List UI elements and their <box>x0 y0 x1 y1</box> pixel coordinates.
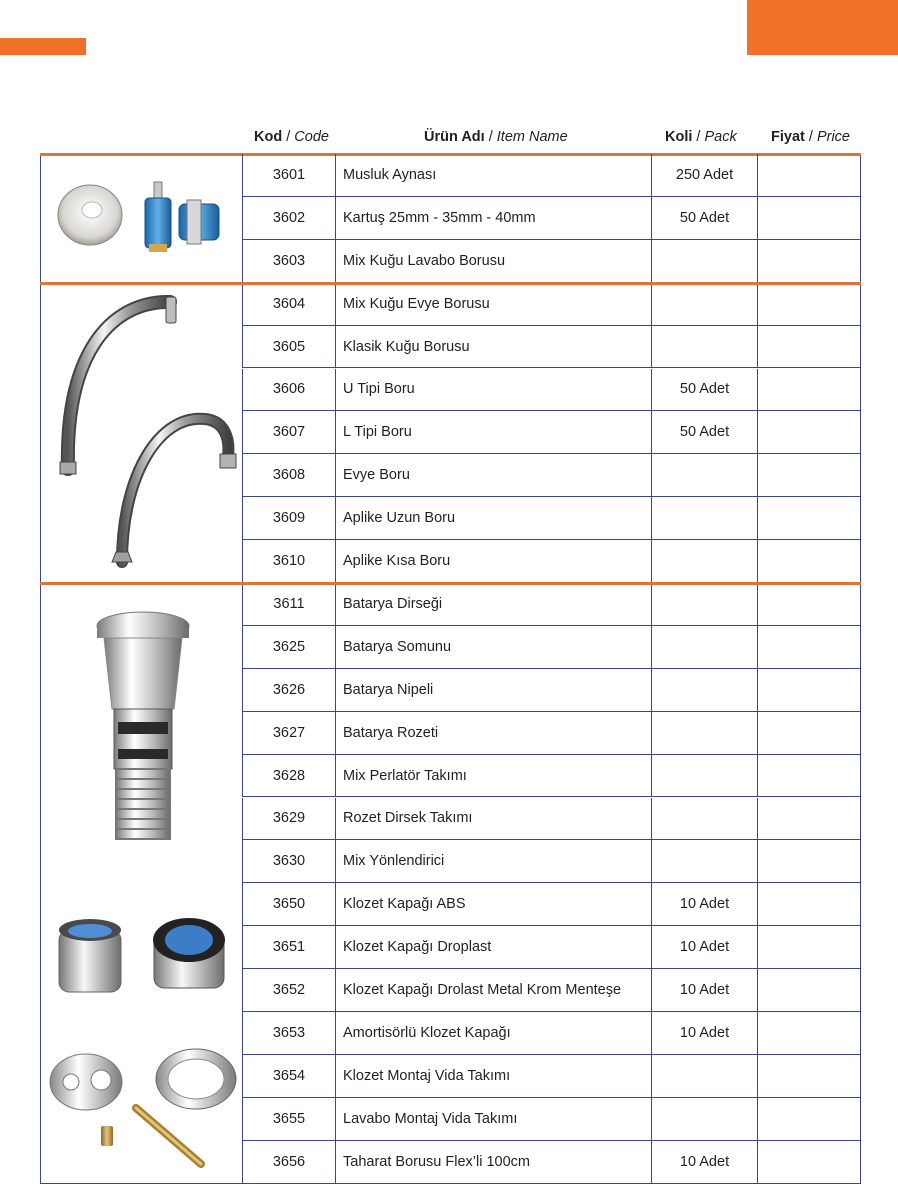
table-row <box>242 197 861 240</box>
item-pack <box>651 669 757 711</box>
header-item-name: Ürün Adı / Item Name <box>424 129 568 145</box>
item-name: Klozet Kapağı Drolast Metal Krom Menteşe <box>335 969 651 1011</box>
item-name: Batarya Rozeti <box>335 712 651 754</box>
item-code: 3610 <box>242 540 335 582</box>
item-pack <box>651 583 757 625</box>
table-row <box>242 1012 861 1055</box>
item-code: 3651 <box>242 926 335 968</box>
item-pack <box>651 283 757 325</box>
orange-corner-bar-left <box>0 38 86 55</box>
table-row <box>242 540 861 583</box>
table-row <box>242 969 861 1012</box>
item-code: 3650 <box>242 883 335 925</box>
item-name: L Tipi Boru <box>335 411 651 453</box>
item-pack: 50 Adet <box>651 411 757 453</box>
item-name: Klozet Montaj Vida Takımı <box>335 1055 651 1097</box>
item-code: 3602 <box>242 197 335 239</box>
table-row <box>242 240 861 283</box>
item-code: 3625 <box>242 626 335 668</box>
table-row <box>242 326 861 369</box>
item-price <box>757 411 861 453</box>
item-code: 3630 <box>242 840 335 882</box>
header-price: Fiyat / Price <box>771 129 850 145</box>
item-price <box>757 883 861 925</box>
table-row <box>242 883 861 926</box>
item-price <box>757 197 861 239</box>
item-price <box>757 1012 861 1054</box>
item-pack: 10 Adet <box>651 926 757 968</box>
item-code: 3607 <box>242 411 335 453</box>
item-price <box>757 369 861 411</box>
item-code: 3626 <box>242 669 335 711</box>
item-price <box>757 1141 861 1183</box>
item-name: Klasik Kuğu Borusu <box>335 326 651 368</box>
item-pack <box>651 497 757 539</box>
table-row <box>242 1098 861 1141</box>
item-code: 3611 <box>242 583 335 625</box>
item-code: 3627 <box>242 712 335 754</box>
table-row <box>242 755 861 798</box>
header-code: Kod / Code <box>254 129 329 145</box>
item-code: 3629 <box>242 798 335 840</box>
item-code: 3654 <box>242 1055 335 1097</box>
item-pack: 250 Adet <box>651 154 757 196</box>
item-pack <box>651 1098 757 1140</box>
item-price <box>757 326 861 368</box>
table-row <box>242 154 861 197</box>
item-name: Batarya Nipeli <box>335 669 651 711</box>
table-row <box>242 1055 861 1098</box>
item-pack <box>651 712 757 754</box>
item-name: Mix Kuğu Evye Borusu <box>335 283 651 325</box>
table-row <box>242 369 861 412</box>
item-pack <box>651 798 757 840</box>
item-price <box>757 1098 861 1140</box>
item-pack: 10 Adet <box>651 1141 757 1183</box>
item-price <box>757 154 861 196</box>
table-row <box>242 1141 861 1184</box>
orange-corner-block-right <box>747 0 898 55</box>
item-price <box>757 712 861 754</box>
table-row <box>242 926 861 969</box>
item-price <box>757 669 861 711</box>
group-separator <box>40 582 861 585</box>
item-pack: 50 Adet <box>651 369 757 411</box>
item-code: 3608 <box>242 454 335 496</box>
item-name: Rozet Dirsek Takımı <box>335 798 651 840</box>
item-price <box>757 798 861 840</box>
item-name: Musluk Aynası <box>335 154 651 196</box>
item-name: Lavabo Montaj Vida Takımı <box>335 1098 651 1140</box>
item-name: Mix Yönlendirici <box>335 840 651 882</box>
item-name: Mix Perlatör Takımı <box>335 755 651 797</box>
item-name: Aplike Uzun Boru <box>335 497 651 539</box>
item-pack: 10 Adet <box>651 883 757 925</box>
item-code: 3601 <box>242 154 335 196</box>
item-name: Amortisörlü Klozet Kapağı <box>335 1012 651 1054</box>
item-name: Taharat Borusu Flex’li 100cm <box>335 1141 651 1183</box>
item-price <box>757 583 861 625</box>
table-row <box>242 583 861 626</box>
item-code: 3604 <box>242 283 335 325</box>
item-code: 3609 <box>242 497 335 539</box>
item-name: Klozet Kapağı ABS <box>335 883 651 925</box>
table-row <box>242 411 861 454</box>
item-pack <box>651 240 757 282</box>
item-name: U Tipi Boru <box>335 369 651 411</box>
item-code: 3656 <box>242 1141 335 1183</box>
item-price <box>757 1055 861 1097</box>
header-pack: Koli / Pack <box>665 129 737 145</box>
faucet-cover-and-cartridge-image <box>55 172 235 262</box>
mounting-kit-image <box>46 1042 242 1172</box>
item-pack: 10 Adet <box>651 1012 757 1054</box>
table-row <box>242 669 861 712</box>
item-pack <box>651 1055 757 1097</box>
item-name: Batarya Somunu <box>335 626 651 668</box>
item-code: 3628 <box>242 755 335 797</box>
item-price <box>757 755 861 797</box>
item-code: 3655 <box>242 1098 335 1140</box>
group-separator <box>40 282 861 285</box>
item-pack <box>651 840 757 882</box>
battery-elbow-valve-image <box>90 604 200 844</box>
item-price <box>757 926 861 968</box>
item-price <box>757 969 861 1011</box>
item-code: 3606 <box>242 369 335 411</box>
aerator-image <box>54 912 234 1002</box>
item-price <box>757 840 861 882</box>
item-pack <box>651 540 757 582</box>
item-pack: 10 Adet <box>651 969 757 1011</box>
item-code: 3653 <box>242 1012 335 1054</box>
item-name: Kartuş 25mm - 35mm - 40mm <box>335 197 651 239</box>
item-name: Evye Boru <box>335 454 651 496</box>
item-pack <box>651 326 757 368</box>
table-row <box>242 626 861 669</box>
item-price <box>757 283 861 325</box>
item-price <box>757 540 861 582</box>
table-row <box>242 497 861 540</box>
product-table <box>40 154 861 1184</box>
table-header <box>0 126 898 150</box>
item-name: Klozet Kapağı Droplast <box>335 926 651 968</box>
item-code: 3605 <box>242 326 335 368</box>
item-pack: 50 Adet <box>651 197 757 239</box>
item-code: 3603 <box>242 240 335 282</box>
item-price <box>757 497 861 539</box>
table-row <box>242 283 861 326</box>
item-name: Batarya Dirseği <box>335 583 651 625</box>
table-row <box>242 798 861 841</box>
item-name: Aplike Kısa Boru <box>335 540 651 582</box>
item-code: 3652 <box>242 969 335 1011</box>
swan-spout-pipes-image <box>50 294 240 569</box>
item-price <box>757 454 861 496</box>
table-row <box>242 712 861 755</box>
item-pack <box>651 626 757 668</box>
table-row <box>242 840 861 883</box>
item-name: Mix Kuğu Lavabo Borusu <box>335 240 651 282</box>
item-price <box>757 240 861 282</box>
item-price <box>757 626 861 668</box>
table-row <box>242 454 861 497</box>
item-pack <box>651 755 757 797</box>
item-pack <box>651 454 757 496</box>
